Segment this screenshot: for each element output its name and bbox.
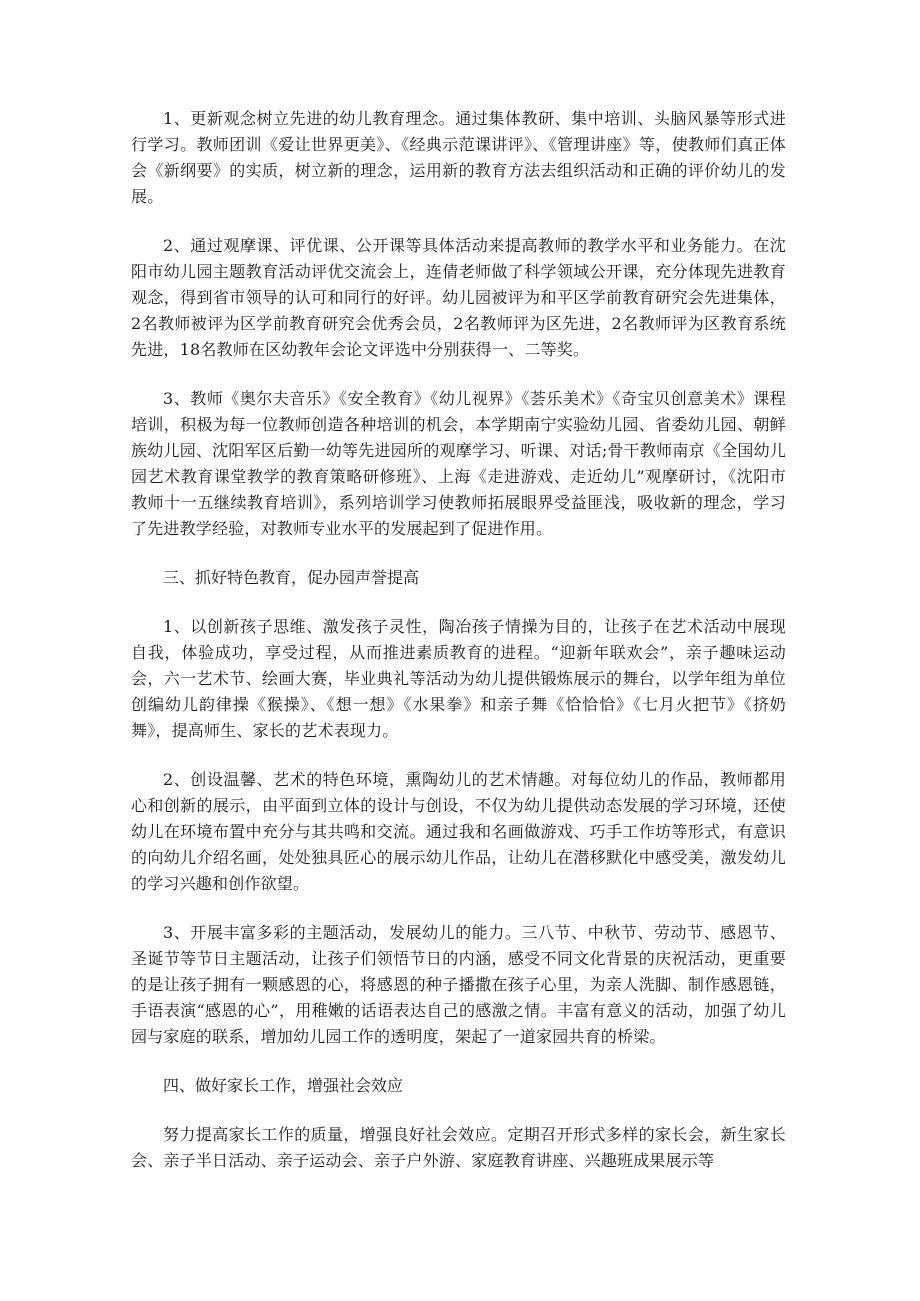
document-body: [131, 106, 786, 1197]
section-heading-4-parent-work: 四、做好家长工作，增强社会效应: [163, 1076, 404, 1095]
paragraph-2-open-classes-awards: 2、通过观摩课、评优课、公开课等具体活动来提高教师的教学水平和业务能力。在沈阳市幼儿园主题教育活动评优交流会上，连倩老师做了科学领域公开课，充分体现先进教育观念，得到省市领导的认可和同行的好评。幼儿园被评为和平区学前教育研究会先进集体，2名教师被评为区学前教育研究会优秀会员，2名教师评为区先进，2名教师评为区教育系统先进，18名教师在区幼教年会论文评选中分别获得一、二等奖。: [131, 236, 786, 359]
paragraph-5-art-environment: 2、创设温馨、艺术的特色环境，熏陶幼儿的艺术情趣。对每位幼儿的作品，教师都用心和创新的展示，由平面到立体的设计与创设，不仅为幼儿提供动态发展的学习环境，还使幼儿在环境布置中充分与其共鸣和交流。通过我和名画做游戏、巧手工作坊等形式，有意识的向幼儿介绍名画，处处独具匠心的展示幼儿作品，让幼儿在潜移默化中感受美，激发幼儿的学习兴趣和创作欲望。: [131, 770, 786, 893]
paragraph-4-art-activities: 1、以创新孩子思维、激发孩子灵性，陶冶孩子情操为目的，让孩子在艺术活动中展现自我，体验成功，享受过程，从而推进素质教育的进程。“迎新年联欢会”，亲子趣味运动会，六一艺术节、绘画大赛，毕业典礼等活动为幼儿提供锻炼展示的舞台，以学年组为单位创编幼儿韵律操《猴操》、《想一想》《水果拳》和亲子舞《恰恰恰》《七月火把节》《挤奶舞》，提高师生、家长的艺术表现力。: [131, 617, 786, 740]
section-heading-3-featured-education: 三、抓好特色教育，促办园声誉提高: [163, 568, 420, 587]
paragraph-6-theme-activities: 3、开展丰富多彩的主题活动，发展幼儿的能力。三八节、中秋节、劳动节、感恩节、圣诞节等节日主题活动，让孩子们领悟节日的内涵，感受不同文化背景的庆祝活动，更重要的是让孩子拥有一颗感恩的心，将感恩的种子播撒在孩子心里，为亲人洗脚、制作感恩链，手语表演“感恩的心”，用稚嫩的话语表达自己的感激之情。丰富有意义的活动，加强了幼儿园与家庭的联系，增加幼儿园工作的透明度，架起了一道家园共育的桥梁。: [131, 923, 786, 1046]
paragraph-3-course-training: 3、教师《奥尔夫音乐》《安全教育》《幼儿视界》《荟乐美术》《奇宝贝创意美术》课程培训，积极为每一位教师创造各种培训的机会，本学期南宁实验幼儿园、省委幼儿园、朝鲜族幼儿园、沈阳军区后勤一幼等先进园所的观摩学习、听课、对话;骨干教师南京《全国幼儿园艺术教育课堂教学的教育策略研修班》、上海《走进游戏、走近幼儿”观摩研讨，《沈阳市教师十一五继续教育培训》，系列培训学习使教师拓展眼界受益匪浅，吸收新的理念，学习了先进教学经验，对教师专业水平的发展起到了促进作用。: [131, 389, 786, 538]
paragraph-7-parent-meetings: 努力提高家长工作的质量，增强良好社会效应。定期召开形式多样的家长会，新生家长会、亲子半日活动、亲子运动会、亲子户外游、家庭教育讲座、兴趣班成果展示等: [131, 1125, 786, 1170]
paragraph-1-teacher-training-concepts: 1、更新观念树立先进的幼儿教育理念。通过集体教研、集中培训、头脑风暴等形式进行学习。教师团训《爱让世界更美》、《经典示范课讲评》、《管理讲座》等，使教师们真正体会《新纲要》的实质，树立新的理念，运用新的教育方法去组织活动和正确的评价幼儿的发展。: [131, 109, 786, 206]
